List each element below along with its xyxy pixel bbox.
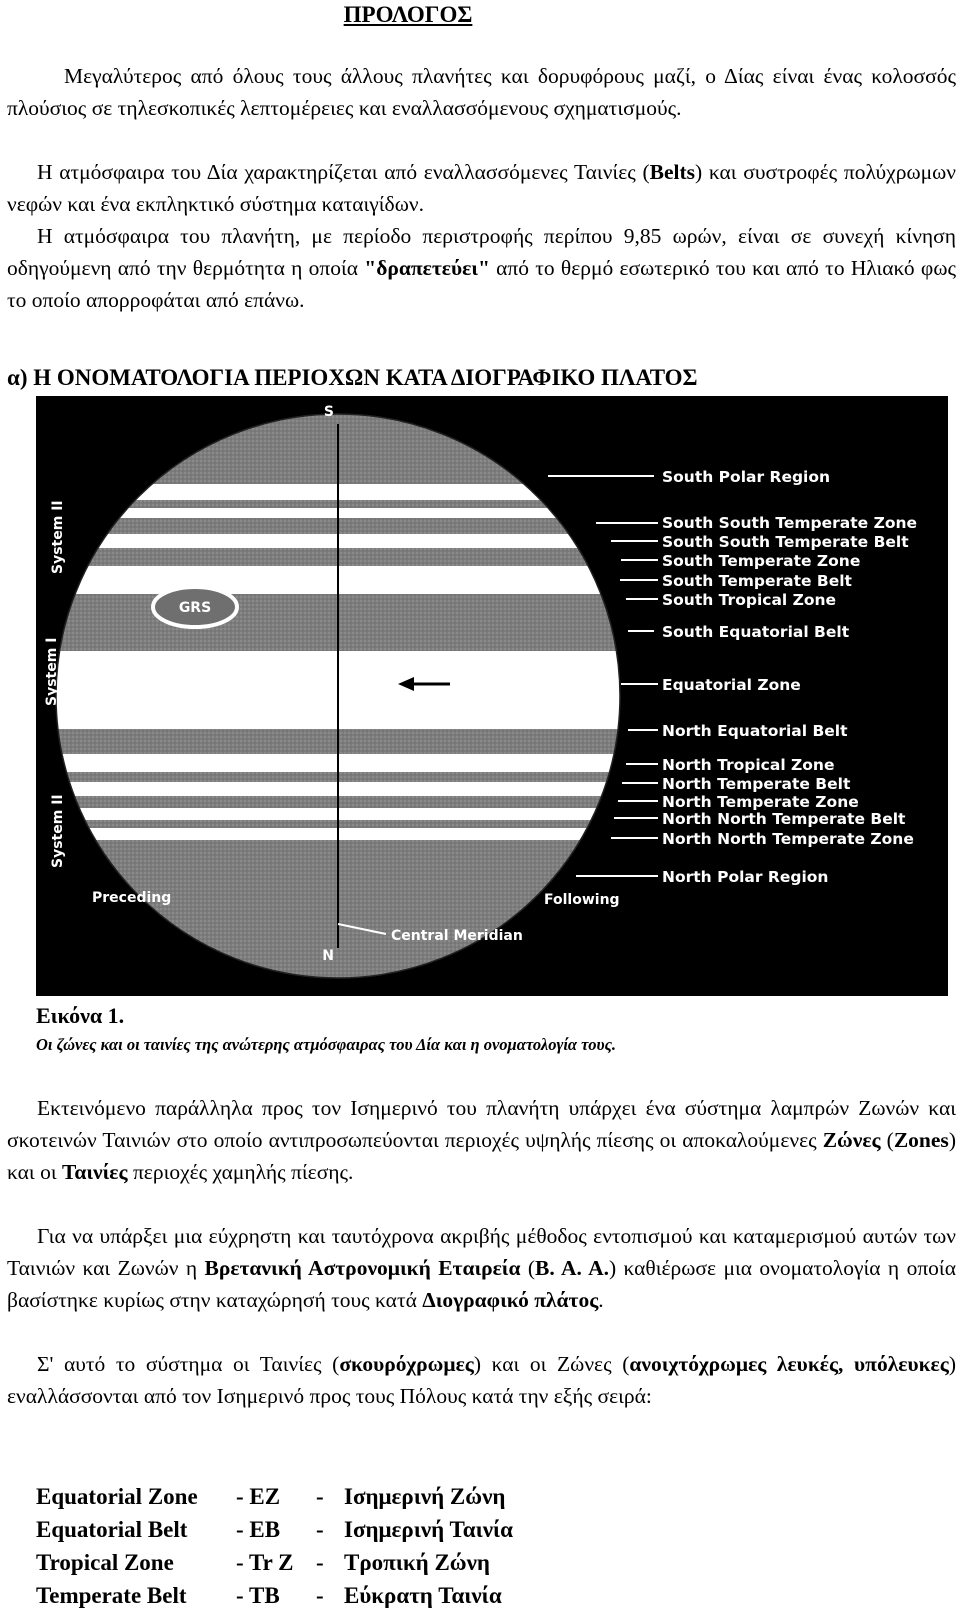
nomenclature-list (36, 1480, 956, 1612)
list-item (36, 1480, 956, 1513)
body-paragraph-1 (7, 1092, 956, 1188)
body-text-zones-gr: Ζώνες (822, 1128, 881, 1152)
zone-label: North Polar Region (662, 868, 829, 886)
body-text-2a: Για να υπάρξει μια εύχρηστη και ταυτόχρονα ακριβής μέθοδος εντοπισμού και καταμερισμού αυτών των Ταινιών και Ζωνών η (7, 1224, 956, 1280)
list-item (36, 1546, 956, 1579)
body-text-baa-abbr: B. A. A. (535, 1256, 609, 1280)
body-text-2c: ( (520, 1256, 536, 1280)
list-item (36, 1579, 956, 1612)
list-item-dash: - (316, 1484, 324, 1509)
body-text-light: ανοιχτόχρωμες λευκές, υπόλευκες (629, 1352, 949, 1376)
body-text-3a: Σ' αυτό το σύστημα οι Ταινίες ( (37, 1352, 340, 1376)
list-item (36, 1513, 956, 1546)
list-item-greek: Εύκρατη Ταινία (344, 1583, 502, 1608)
body-text-3c: ) και οι Ζώνες ( (473, 1352, 630, 1376)
list-item-greek: Ισημερινή Ταινία (344, 1517, 513, 1542)
intro-text-1: Μεγαλύτερος από όλους τους άλλους πλανήτες και δορυφόρους μαζί, ο Δίας είναι ένας κολοσσός πλούσιος σε τηλεσκοπικές λεπτομέρειες και εναλλασσόμενους σχηματισμούς. (7, 64, 956, 120)
zone-label: South Temperate Zone (662, 552, 861, 570)
body-text-latitude: Διογραφικό πλάτος (422, 1288, 599, 1312)
band-ntz (36, 782, 676, 796)
list-item-english: Equatorial Zone (36, 1484, 198, 1509)
figure-caption-text: Οι ζώνες και οι ταινίες της ανώτερης ατμόσφαιρας του Δία και η ονοματολογία τους. (36, 1035, 617, 1054)
list-item-dash: - (316, 1517, 324, 1542)
zone-label: North Equatorial Belt (662, 722, 848, 740)
body-text-baa-name: Βρετανική Αστρονομική Εταιρεία (204, 1256, 521, 1280)
body-text-3e: ) εναλλάσσονται από τον Ισημερινό προς τους Πόλους κατά την εξής σειρά: (7, 1352, 956, 1408)
list-item-dash: - (316, 1583, 324, 1608)
intro-text-belts: Belts (649, 160, 695, 184)
body-text-2g: . (598, 1288, 604, 1312)
body-text-zones-en: Zones (893, 1128, 949, 1152)
zone-label: North North Temperate Belt (662, 810, 906, 828)
zone-label: South Equatorial Belt (662, 623, 850, 641)
zone-label: South Tropical Zone (662, 591, 837, 609)
following-label: Following (544, 892, 620, 908)
body-paragraph-2 (7, 1220, 956, 1316)
intro-paragraph-2 (7, 156, 956, 220)
band-strz (36, 566, 676, 594)
system-i-label: System I (44, 637, 60, 706)
jupiter-diagram (36, 396, 948, 996)
body-text-belts-gr: Ταινίες (61, 1160, 128, 1184)
body-text-2e: ) καθιέρωσε μια ονοματολογία η οποία βασίστηκε κυρίως στην καταχώρησή τους κατά (7, 1256, 956, 1312)
zone-label: Equatorial Zone (662, 676, 801, 694)
intro-text-escapes: "δραπετεύει" (364, 256, 490, 280)
zone-label: South South Temperate Belt (662, 533, 909, 551)
intro-paragraph-1 (7, 60, 956, 124)
intro-text-2a: Η ατμόσφαιρα του Δία χαρακτηρίζεται από εναλλασσόμενες Ταινίες ( (37, 160, 650, 184)
page-title: ΠΡΟΛΟΓΟΣ (343, 2, 473, 27)
zone-label: South South Temperate Zone (662, 514, 918, 532)
list-item-greek: Ισημερινή Ζώνη (344, 1484, 506, 1509)
list-item-abbr: - TB (236, 1583, 280, 1608)
central-meridian-label: Central Meridian (391, 928, 523, 944)
band-ez (36, 651, 676, 729)
body-text-1e: ) και οι (7, 1128, 956, 1184)
body-text-dark: σκουρόχρωμες (339, 1352, 474, 1376)
body-text-1c: ( (880, 1128, 894, 1152)
intro-text-2c: ) και συστροφές πολύχρωμων νεφών και ένα εκπληκτικό σύστημα καταιγίδων. (7, 160, 956, 216)
zone-label: North North Temperate Zone (662, 830, 914, 848)
west-label: W (579, 672, 595, 688)
list-item-english: Equatorial Belt (36, 1517, 188, 1542)
zone-label: South Temperate Belt (662, 572, 852, 590)
zone-label: North Tropical Zone (662, 756, 835, 774)
intro-text-3c: από το θερμό εσωτερικό του και από το Ηλιακό φως το οποίο απορροφάται από επάνω. (7, 256, 956, 312)
band-nntz-b (36, 828, 676, 840)
list-item-abbr: - Tr Z (236, 1550, 294, 1575)
body-paragraph-3 (7, 1348, 956, 1412)
zone-label: North Temperate Belt (662, 775, 851, 793)
jupiter-zones-figure (36, 396, 948, 996)
preceding-label: Preceding (92, 890, 172, 906)
intro-paragraph-3 (7, 220, 956, 316)
list-item-english: Tropical Zone (36, 1550, 174, 1575)
list-item-greek: Τροπική Ζώνη (344, 1550, 490, 1575)
figure-caption-label: Εικόνα 1. (36, 1003, 125, 1028)
list-item-abbr: - EB (236, 1517, 281, 1542)
zone-label: North Temperate Zone (662, 793, 859, 811)
grs-label: GRS (178, 600, 212, 616)
body-text-1a: Εκτεινόμενο παράλληλα προς τον Ισημερινό του πλανήτη υπάρχει ένα σύστημα λαμπρών Ζωνών και σκοτεινών Ταινιών στο οποίο αντιπροσωπεύονται περιοχές υψηλής πίεσης οι αποκαλούμενες (7, 1096, 956, 1152)
list-item-abbr: - EZ (236, 1484, 281, 1509)
list-item-dash: - (316, 1550, 324, 1575)
list-item-english: Temperate Belt (36, 1583, 187, 1608)
band-nntz-a (36, 808, 676, 820)
intro-text-3a: Η ατμόσφαιρα του πλανήτη, με περίοδο περιστροφής περίπου 9,85 ωρών, είναι σε συνεχή κίνηση οδηγούμενη από την θερμότητα η οποία (7, 224, 956, 280)
north-label: N (322, 948, 334, 964)
zone-label: South Polar Region (662, 468, 831, 486)
system-ii-bottom-label: System II (50, 794, 66, 868)
system-ii-top-label: System II (50, 500, 66, 574)
east-label: E (84, 672, 94, 688)
south-label: S (323, 404, 334, 420)
band-ntrz (36, 754, 676, 772)
section-heading: α) Η ΟΝΟΜΑΤΟΛΟΓΙΑ ΠΕΡΙΟΧΩΝ ΚΑΤΑ ΔΙΟΓΡΑΦΙΚΟ ΠΛΑΤΟΣ (7, 365, 698, 390)
body-text-1g: περιοχές χαμηλής πίεσης. (127, 1160, 354, 1184)
